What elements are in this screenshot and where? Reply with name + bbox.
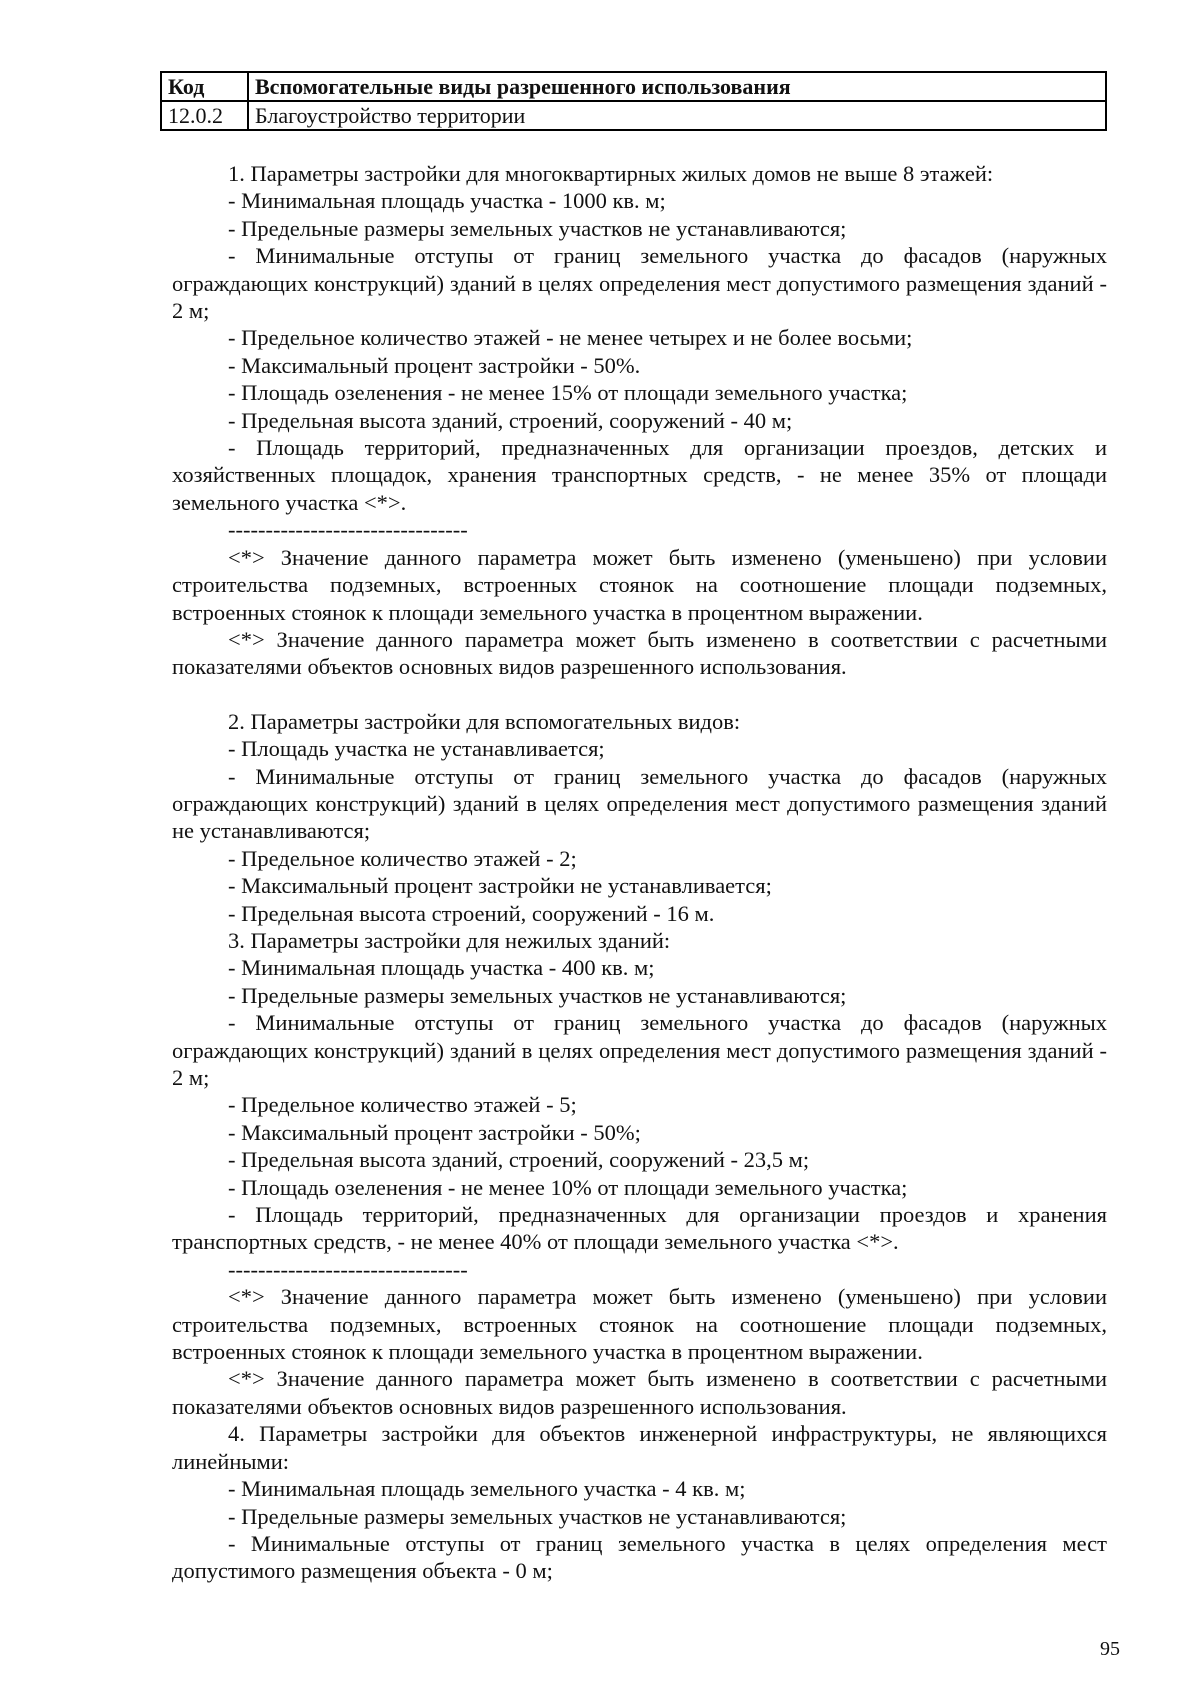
paragraph: 4. Параметры застройки для объектов инженерной инфраструктуры, не являющихся линейными: [172,1421,1107,1474]
paragraph: - Площадь территорий, предназначенных для организации проездов и хранения транспортных средств, - не менее 40% от площади земельного участка <*>. [172,1202,1107,1255]
paragraph: - Предельные размеры земельных участков не устанавливаются; [228,1503,847,1529]
row-name: Благоустройство территории [248,101,1106,130]
paragraph: -------------------------------- [228,1256,468,1282]
paragraph: - Предельное количество этажей - 2; [228,845,577,871]
header-code: Код [161,72,248,101]
paragraph: - Минимальные отступы от границ земельного участка до фасадов (наружных ограждающих конструкций) зданий в целях определения мест допустимого размещения зданий - 2 м; [172,1010,1107,1090]
land-use-codes-table [160,71,1107,131]
paragraph: <*> Значение данного параметра может быть изменено (уменьшено) при условии строительства подземных, встроенных стоянок на соотношение площади подземных, встроенных стоянок к площади земельного участка в процентном выражении. [172,544,1107,625]
paragraph: 1. Параметры застройки для многоквартирных жилых домов не выше 8 этажей: [228,161,994,186]
paragraph: - Предельная высота строений, сооружений - 16 м. [228,900,715,926]
paragraph: - Минимальные отступы от границ земельного участка до фасадов (наружных ограждающих конструкций) зданий в целях определения мест допустимого размещения зданий не устанавливаются; [172,763,1107,844]
paragraph: - Предельная высота зданий, строений, сооружений - 23,5 м; [228,1147,810,1173]
table-row [161,101,1106,130]
paragraph: <*> Значение данного параметра может быть изменено в соответствии с расчетными показателями объектов основных видов разрешенного использования. [172,1366,1107,1419]
paragraph: - Площадь озеленения - не менее 10% от площади земельного участка; [228,1174,908,1200]
paragraph: - Минимальная площадь участка - 1000 кв. м; [228,188,666,214]
header-title: Вспомогательные виды разрешенного использования [248,72,1106,101]
paragraph: - Максимальный процент застройки не устанавливается; [228,873,772,899]
paragraph: - Площадь территорий, предназначенных для организации проездов, детских и хозяйственных площадок, хранения транспортных средств, - не менее 35% от площади земельного участка <*>. [172,435,1107,515]
paragraph: 3. Параметры застройки для нежилых зданий: [228,927,671,953]
paragraph: -------------------------------- [228,517,468,543]
paragraph: - Площадь озеленения - не менее 15% от площади земельного участка; [228,380,908,406]
paragraph: <*> Значение данного параметра может быть изменено (уменьшено) при условии строительства подземных, встроенных стоянок на соотношение площади подземных, встроенных стоянок к площади земельного участка в процентном выражении. [172,1284,1107,1365]
paragraph: - Предельные размеры земельных участков не устанавливаются; [228,982,847,1008]
paragraph: - Минимальные отступы от границ земельного участка до фасадов (наружных ограждающих конструкций) зданий в целях определения мест допустимого размещения зданий - 2 м; [172,243,1107,324]
document-body [172,160,1107,1585]
paragraph: <*> Значение данного параметра может быть изменено в соответствии с расчетными показателями объектов основных видов разрешенного использования. [172,626,1107,680]
table-header-row [161,72,1106,101]
paragraph: - Минимальная площадь земельного участка - 4 кв. м; [228,1476,746,1502]
paragraph: - Площадь участка не устанавливается; [228,736,605,762]
paragraph: - Предельное количество этажей - 5; [228,1092,577,1118]
paragraph: - Предельное количество этажей - не менее четырех и не более восьми; [228,325,913,351]
paragraph: - Минимальные отступы от границ земельного участка в целях определения мест допустимого размещения объекта - 0 м; [172,1530,1107,1584]
paragraph: - Максимальный процент застройки - 50%. [228,352,641,378]
paragraph: - Максимальный процент застройки - 50%; [228,1119,641,1145]
row-code: 12.0.2 [161,101,248,130]
table-body [161,101,1106,130]
paragraph: - Минимальная площадь участка - 400 кв. м; [228,955,655,981]
paragraph: - Предельная высота зданий, строений, сооружений - 40 м; [228,407,793,433]
page-number: 95 [1100,1638,1120,1660]
paragraph: 2. Параметры застройки для вспомогательных видов: [228,708,741,734]
paragraph: - Предельные размеры земельных участков не устанавливаются; [228,215,847,241]
